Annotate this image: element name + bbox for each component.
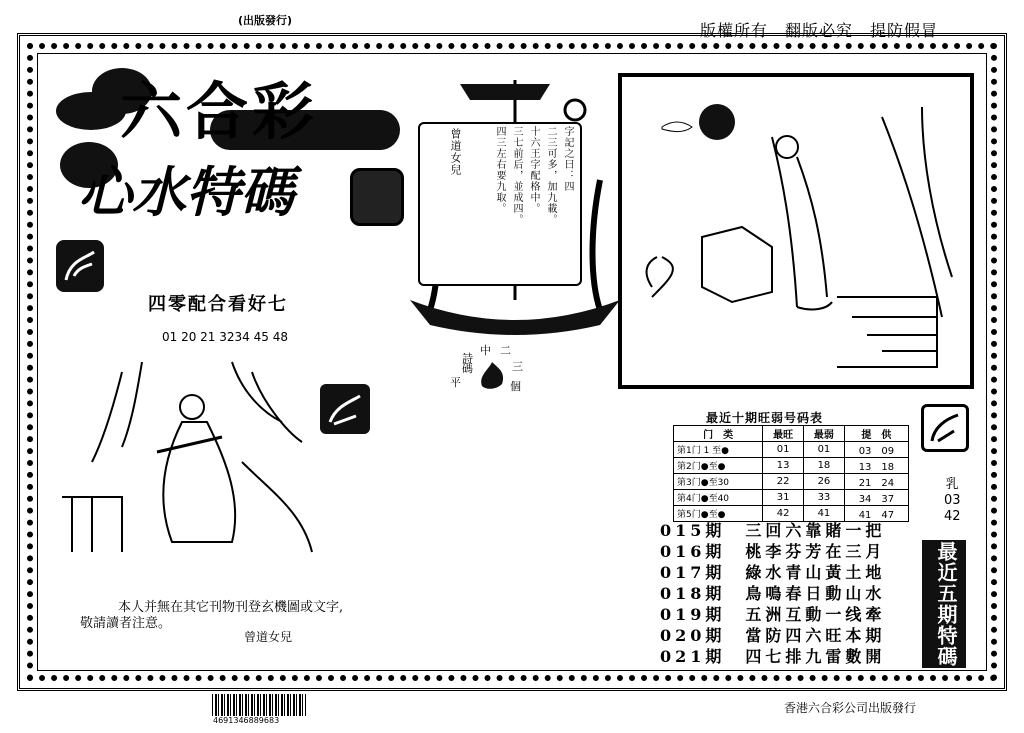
- sail-verse-line: 字記之曰：四: [562, 126, 573, 192]
- issue-poem: 四七排九雷數開: [745, 647, 886, 666]
- cold-cell: 41: [804, 506, 845, 522]
- hot-cell: 01: [763, 442, 804, 458]
- cold-cell: 33: [804, 490, 845, 506]
- issue-poem: 當防四六旺本期: [745, 626, 886, 645]
- poem-char: 三: [512, 360, 523, 373]
- side-code-line: 03: [944, 493, 961, 508]
- column-header: 最旺: [763, 426, 804, 442]
- column-header: 门 类: [674, 426, 763, 442]
- tip-cell: 41 47: [844, 506, 908, 522]
- sail-verse-line: 二三可多，加九載。: [545, 126, 556, 225]
- table-row: [674, 490, 909, 506]
- column-header: 提 供: [844, 426, 908, 442]
- tip-cell: 13 18: [844, 458, 908, 474]
- tip-cell: 03 09: [844, 442, 908, 458]
- sail-verse-line: 三七前后，並成四。: [511, 126, 522, 225]
- stats-table: [673, 425, 909, 522]
- issue-period: 020期: [660, 626, 726, 645]
- row-label: 第1门 1 至●: [674, 442, 763, 458]
- poem-badge: [450, 342, 540, 398]
- issue-period: 021期: [660, 647, 726, 666]
- crane-icon: [320, 384, 370, 434]
- sail-verse: [480, 126, 575, 276]
- row-label: 第4门●至40: [674, 490, 763, 506]
- poem-char: 中: [480, 344, 491, 357]
- side-code: [944, 477, 961, 525]
- dragon-icon: [476, 358, 508, 392]
- side-code-line: 乳: [945, 477, 959, 492]
- list-item: [660, 562, 908, 583]
- publisher-credit: 香港六合彩公司出版發行: [784, 701, 917, 715]
- scene-illustration-frame: [618, 73, 974, 389]
- well-scene-illustration: [622, 77, 970, 385]
- hand-pointer-icon: [921, 404, 969, 452]
- issue-period: 017期: [660, 563, 726, 582]
- drum-icon: [350, 168, 404, 226]
- riddle-numbers: 01 20 21 3234 45 48: [162, 330, 288, 344]
- stats-title: 最近十期旺弱号码表: [706, 411, 824, 425]
- cold-cell: 26: [804, 474, 845, 490]
- issue-period: 015期: [660, 521, 726, 540]
- riddle-text: 四零配合看好七: [148, 294, 288, 315]
- poem-char: 詩: [462, 352, 473, 365]
- list-item: [660, 520, 908, 541]
- issue-poem: 三回六靠賭一把: [745, 521, 886, 540]
- tip-cell: 34 37: [844, 490, 908, 506]
- hand-icon: [56, 240, 104, 292]
- hot-cell: 22: [763, 474, 804, 490]
- issue-poem: 五洲互動一线牽: [745, 605, 886, 624]
- list-item: [660, 604, 908, 625]
- barcode-number: 4691346889683: [213, 716, 280, 725]
- list-item: [660, 583, 908, 604]
- sail-signature: 曾道女兒: [449, 128, 462, 176]
- row-label: 第3门●至30: [674, 474, 763, 490]
- stats-header-row: [674, 426, 909, 442]
- column-header: 最弱: [804, 426, 845, 442]
- barcode: [212, 694, 306, 716]
- hot-cell: 31: [763, 490, 804, 506]
- notice-line-2: 敬請讀者注意。: [80, 616, 172, 631]
- tip-cell: 21 24: [844, 474, 908, 490]
- issue-poem: 鳥鳴春日動山水: [745, 584, 886, 603]
- notice-signature: 曾道女兒: [244, 630, 293, 644]
- issues-list: [660, 520, 908, 667]
- issue-poem: 桃李芬芳在三月: [745, 542, 886, 561]
- poem-char: 平: [450, 376, 461, 389]
- lottery-title: 六合彩: [120, 75, 319, 148]
- notice-line-1: 本人并無在其它刊物刊登玄機圖或文字,: [118, 600, 344, 615]
- sail-verse-line: 十六王字配格中。: [528, 126, 539, 214]
- row-label: 第2门●至●: [674, 458, 763, 474]
- cold-cell: 18: [804, 458, 845, 474]
- publish-tag: (出版發行): [238, 14, 293, 27]
- poem-char: 二: [500, 344, 511, 357]
- poem-char: 個: [510, 380, 521, 393]
- list-item: [660, 541, 908, 562]
- table-row: [674, 458, 909, 474]
- poem-char: 碼: [462, 362, 473, 375]
- issue-period: 018期: [660, 584, 726, 603]
- list-item: [660, 625, 908, 646]
- row-label: 第5门●至●: [674, 506, 763, 522]
- issue-period: 016期: [660, 542, 726, 561]
- cold-cell: 01: [804, 442, 845, 458]
- side-code-line: 42: [944, 509, 961, 524]
- flute-player-illustration: [62, 352, 318, 574]
- table-row: [674, 474, 909, 490]
- sail-verse-line: 四三左右要九取。: [494, 126, 505, 214]
- hot-cell: 13: [763, 458, 804, 474]
- issue-poem: 綠水青山黃土地: [745, 563, 886, 582]
- table-row: [674, 442, 909, 458]
- copyright-notice: 版權所有 翻版必究 提防假冒: [700, 21, 939, 40]
- hot-cell: 42: [763, 506, 804, 522]
- tip-title: 心水特碼: [78, 160, 294, 224]
- vertical-banner: 最近五期特碼詩: [922, 540, 966, 668]
- list-item: [660, 646, 908, 667]
- issue-period: 019期: [660, 605, 726, 624]
